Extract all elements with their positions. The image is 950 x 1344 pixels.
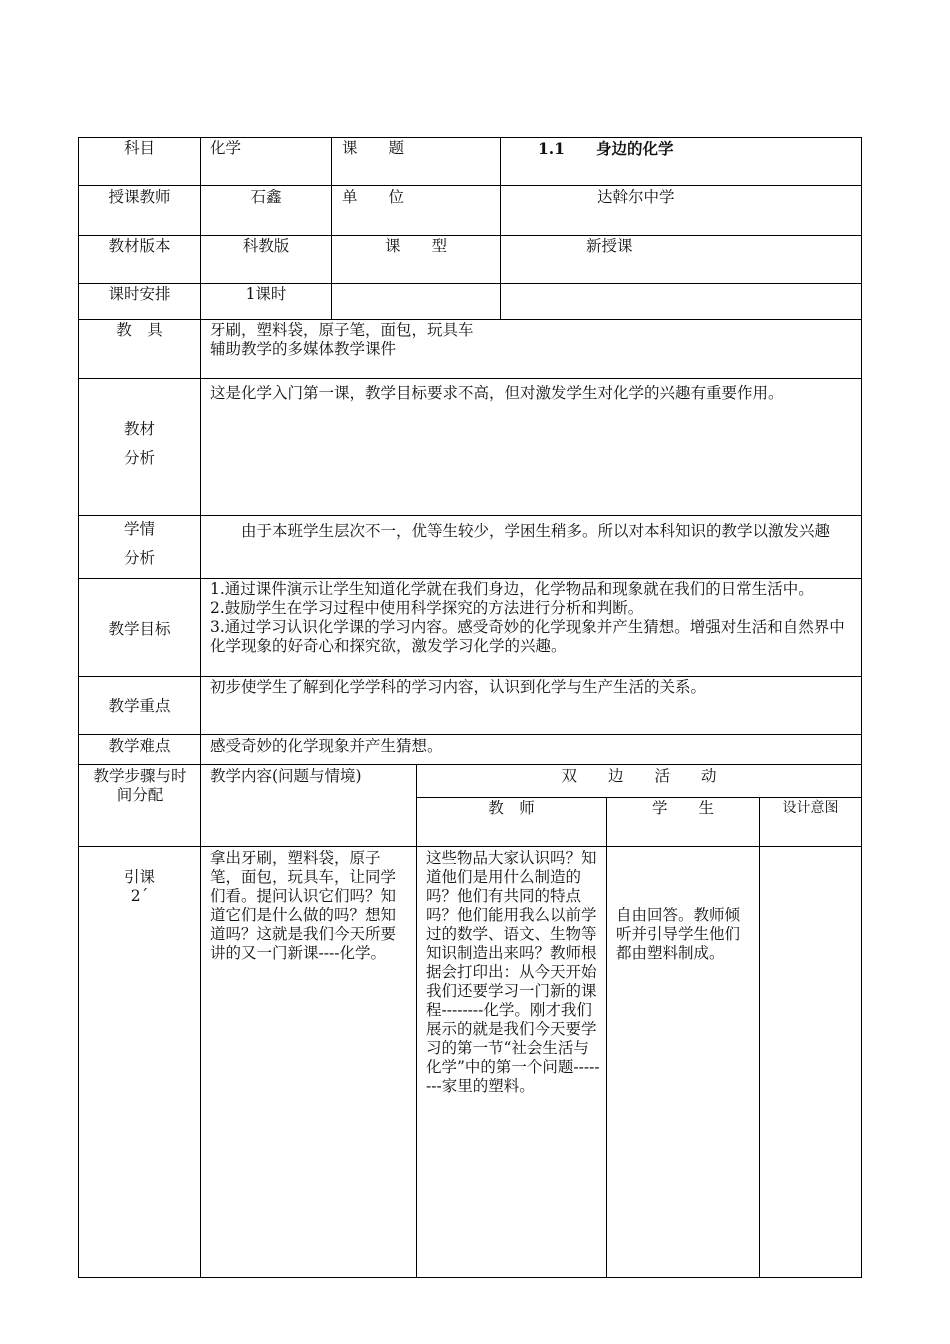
table-line <box>78 676 862 677</box>
table-line <box>331 137 332 320</box>
student-label-line-2: 分析 <box>123 549 155 567</box>
design-column-header: 设计意图 <box>782 800 839 816</box>
type-label: 课 型 <box>384 237 447 255</box>
table-line <box>78 137 862 138</box>
table-line <box>416 764 417 1278</box>
analysis-label-line-2: 分析 <box>123 449 155 467</box>
table-line <box>78 319 862 320</box>
table-line <box>78 283 862 284</box>
table-line <box>861 137 862 1278</box>
table-line <box>78 734 862 735</box>
analysis-text: 这是化学入门第一课，教学目标要求不高，但对激发学生对化学的兴趣有重要作用。 <box>210 384 784 402</box>
table-line <box>759 797 760 1278</box>
unit-value: 达斡尔中学 <box>597 188 675 206</box>
table-line <box>78 515 862 516</box>
step-name: 引课 <box>123 868 155 886</box>
subject-label: 科目 <box>123 139 155 157</box>
table-line <box>78 578 862 579</box>
unit-label: 单 位 <box>342 188 405 206</box>
tools-label: 教 具 <box>116 321 163 339</box>
tools-line-1: 牙刷，塑料袋，原子笔，面包，玩具车 <box>210 321 474 339</box>
tools-line-2: 辅助教学的多媒体教学课件 <box>210 340 397 358</box>
table-line <box>78 1277 862 1278</box>
step-teacher-activity: 这些物品大家认识吗？知道他们是用什么制造的吗？他们有共同的特点吗？他们能用我么以前学过的数学、语文、生物等知识制造出来吗？教师根据会打印出：从今天开始我们还要学习一门新的课程--------化学。刚才我们展示的就是我们今天要学习的第一节“社会生活与化学”中的第一个问题--------家里的塑料。 <box>426 849 600 1095</box>
step-student-activity: 自由回答。教师倾听并引导学生他们都由塑料制成。 <box>616 906 741 962</box>
student-text: 由于本班学生层次不一，优等生较少，学困生稍多。所以对本科知识的教学以激发兴趣 <box>210 522 831 540</box>
hours-value: 1课时 <box>245 285 287 303</box>
edition-label: 教材版本 <box>108 237 171 255</box>
activities-column-header: 双 边 活 动 <box>561 767 717 785</box>
content-column-header: 教学内容(问题与情境) <box>210 767 362 785</box>
table-line <box>78 185 862 186</box>
table-line <box>500 137 501 320</box>
key-points-label: 教学重点 <box>108 697 171 715</box>
goal-item: 2.鼓励学生在学习过程中使用科学探究的方法进行分析和判断。 <box>210 599 644 617</box>
student-column-header: 学 生 <box>651 799 714 817</box>
teacher-label: 授课教师 <box>108 188 171 206</box>
goal-item: 1.通过课件演示让学生知道化学就在我们身边，化学物品和现象就在我们的日常生活中。 <box>210 580 814 598</box>
student-label-line-1: 学情 <box>123 520 155 538</box>
hours-label: 课时安排 <box>108 285 171 303</box>
topic-value: 1.1 身边的化学 <box>538 139 674 158</box>
table-line <box>78 235 862 236</box>
table-line <box>606 797 607 1278</box>
analysis-label-line-1: 教材 <box>123 420 155 438</box>
steps-column-header: 教学步骤与时间分配 <box>93 767 187 804</box>
subject-value: 化学 <box>210 139 242 157</box>
difficulties-label: 教学难点 <box>108 737 171 755</box>
goals-list <box>210 580 856 656</box>
step-time: 2´ <box>130 887 149 905</box>
difficulties-text: 感受奇妙的化学现象并产生猜想。 <box>210 737 443 755</box>
goals-label: 教学目标 <box>108 620 171 638</box>
table-line <box>200 137 201 1278</box>
goal-item: 3.通过学习认识化学课的学习内容。感受奇妙的化学现象并产生猜想。增强对生活和自然界中化学现象的好奇心和探究欲，激发学习化学的兴趣。 <box>210 618 845 655</box>
table-line <box>78 764 862 765</box>
key-points-text: 初步使学生了解到化学学科的学习内容，认识到化学与生产生活的关系。 <box>210 678 707 696</box>
teacher-column-header: 教 师 <box>488 799 535 817</box>
table-line <box>78 846 862 847</box>
topic-label: 课 题 <box>342 139 405 157</box>
step-content: 拿出牙刷，塑料袋，原子笔，面包，玩具车，让同学们看。提问认识它们吗？知道它们是什么做的吗？想知道吗？这就是我们今天所要讲的又一门新课----化学。 <box>210 849 397 962</box>
table-line <box>416 797 862 798</box>
teacher-value: 石鑫 <box>250 188 282 206</box>
edition-value: 科教版 <box>242 237 290 255</box>
type-value: 新授课 <box>586 237 633 255</box>
